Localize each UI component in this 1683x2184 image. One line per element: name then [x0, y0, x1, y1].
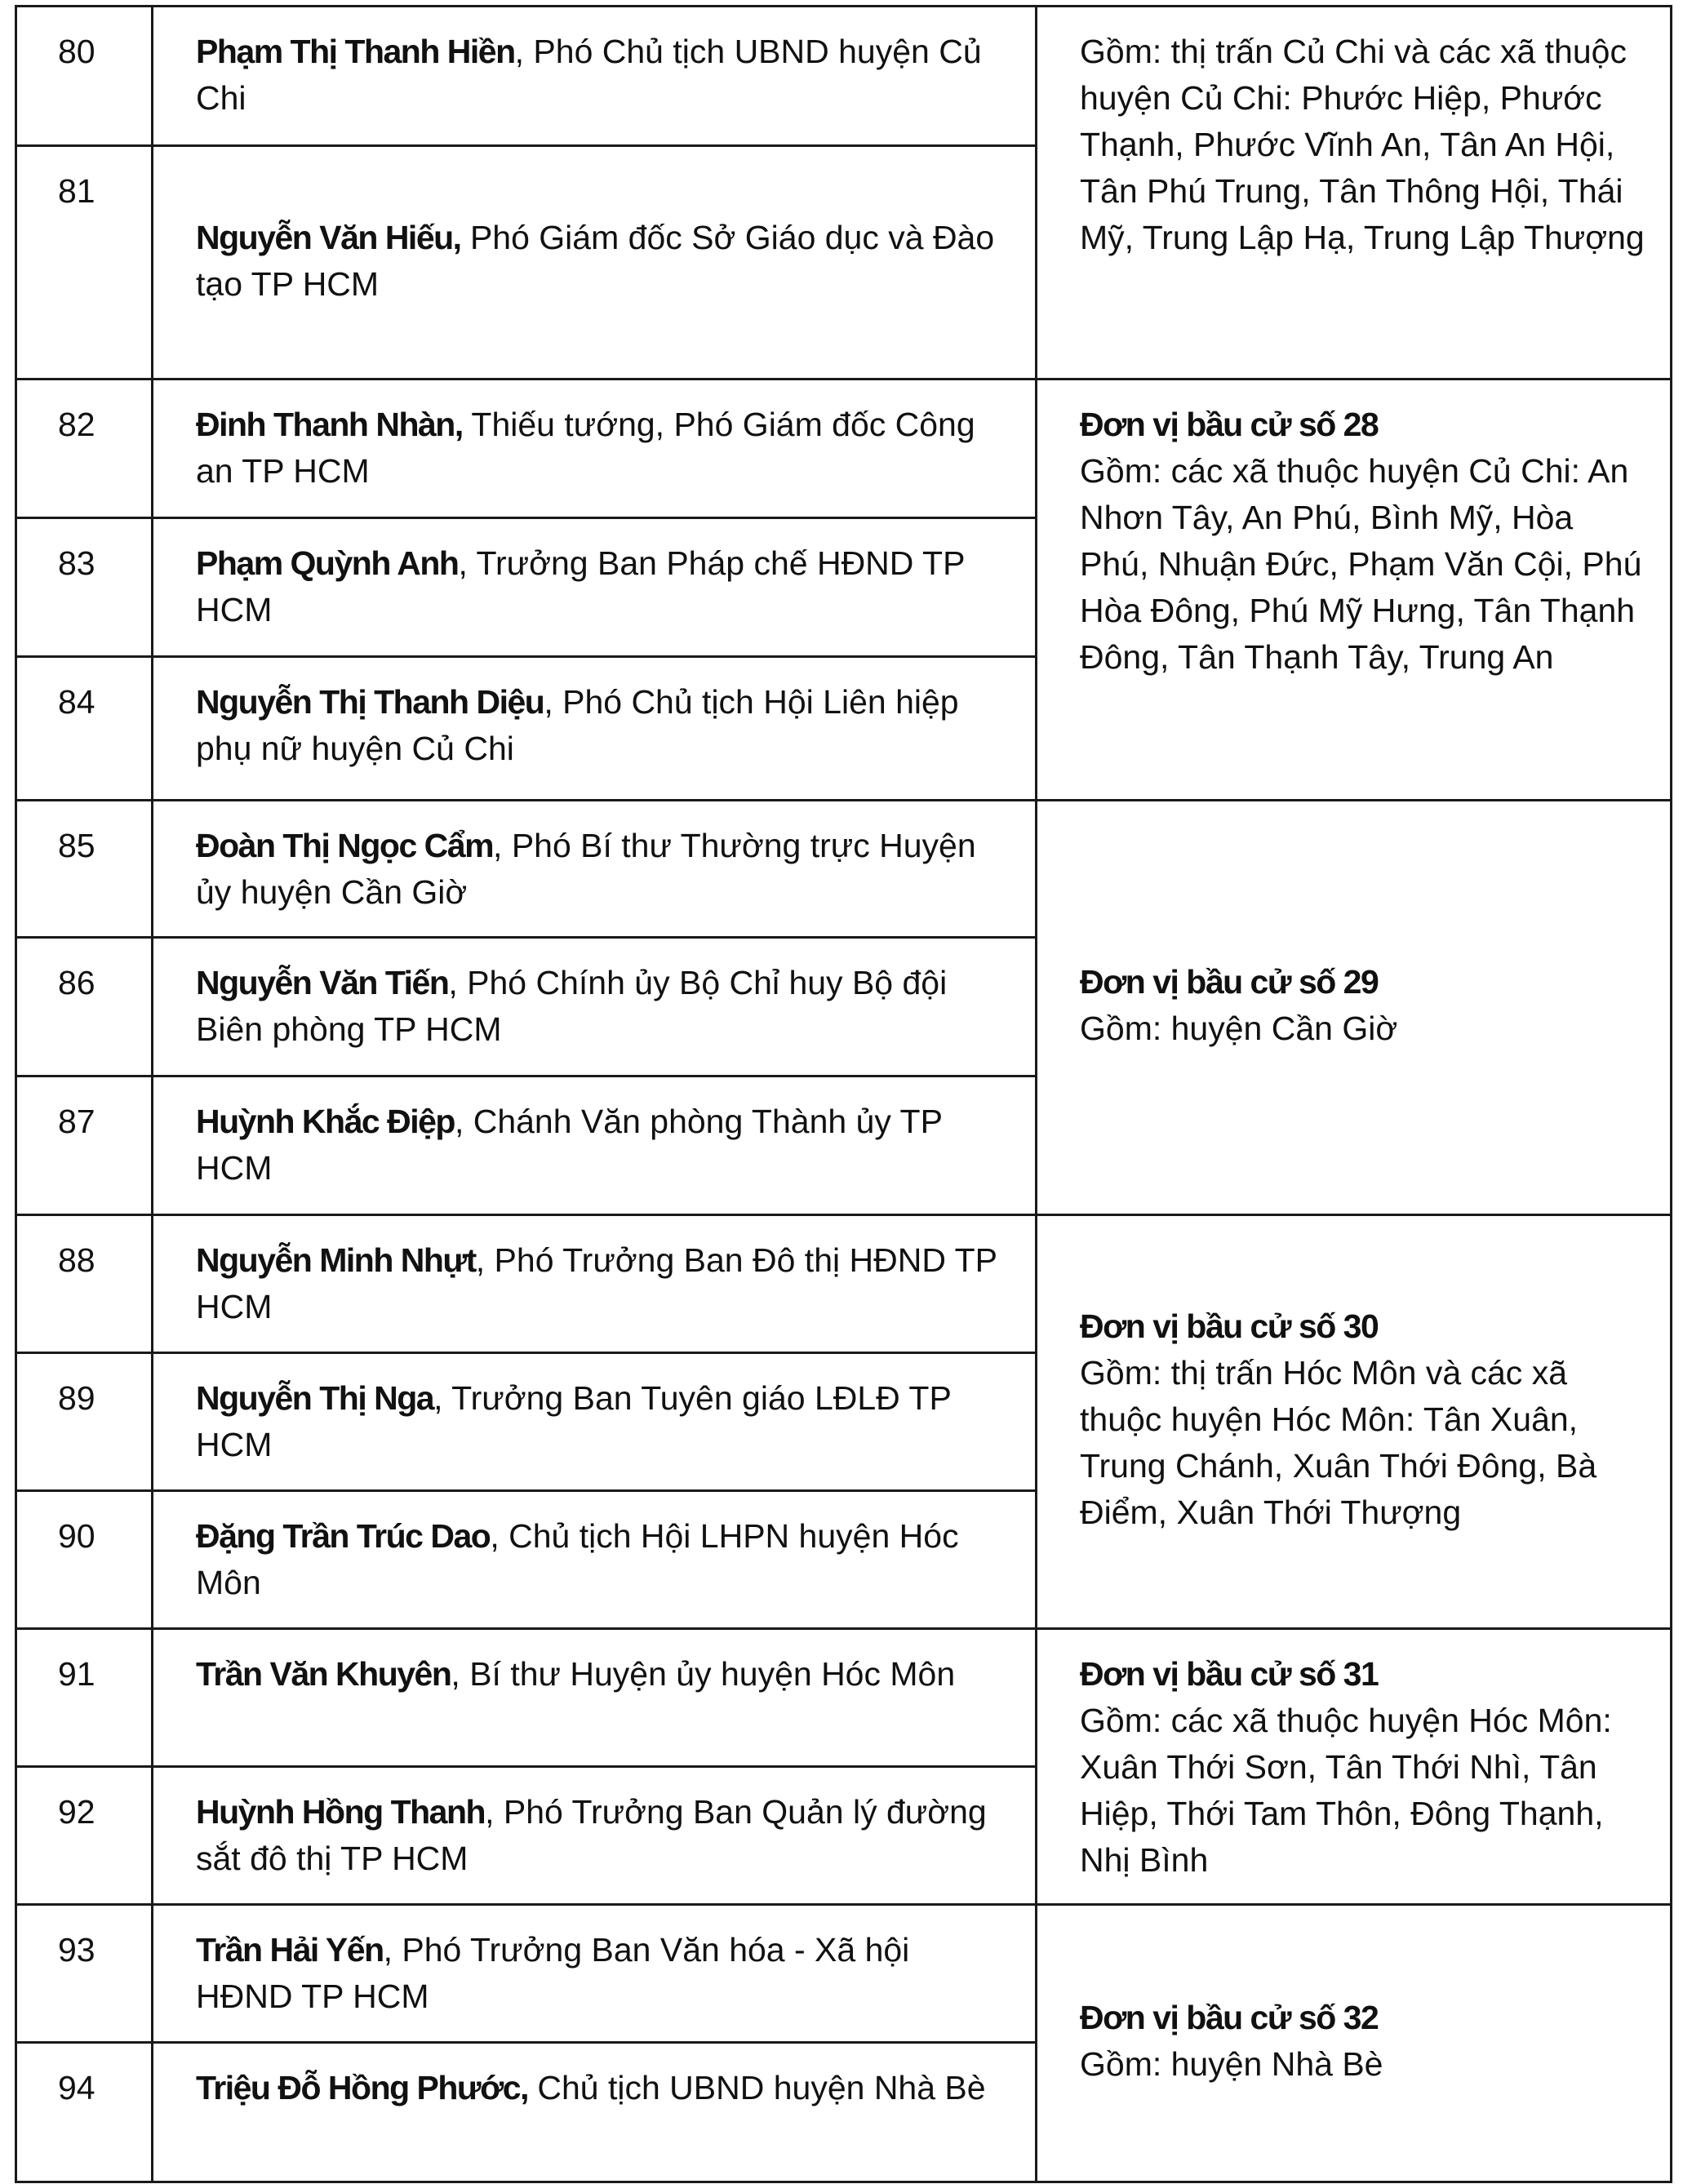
candidate-name: Huỳnh Hồng Thanh: [196, 1793, 486, 1831]
candidate-cell: [153, 1353, 1037, 1491]
candidate-cell: [153, 1076, 1037, 1215]
row-number: 86: [16, 938, 153, 1076]
candidate-role: , Phó Chủ tịch UBND huyện Củ Chi: [196, 33, 982, 117]
candidate-name: Đoàn Thị Ngọc Cẩm: [196, 827, 494, 864]
candidate-role: , Phó Chủ tịch Hội Liên hiệp phụ nữ huyện Củ Chi: [196, 683, 959, 767]
unit-description: Gồm: thị trấn Hóc Môn và các xã thuộc huyện Hóc Môn: Tân Xuân, Trung Chánh, Xuân Thới Đông, Bà Điểm, Xuân Thới Thượng: [1080, 1353, 1597, 1531]
candidate-role: , Trưởng Ban Tuyên giáo LĐLĐ TP HCM: [196, 1379, 952, 1463]
row-number: 84: [16, 657, 153, 801]
unit-title: Đơn vị bầu cử số 31: [1080, 1655, 1379, 1693]
table-row: [16, 1215, 1672, 1353]
row-number: 91: [16, 1629, 153, 1767]
candidate-name: Huỳnh Khắc Điệp: [196, 1103, 455, 1140]
candidate-role: , Chủ tịch Hội LHPN huyện Hóc Môn: [196, 1517, 959, 1601]
table-row: [16, 1629, 1672, 1767]
row-number: 85: [16, 801, 153, 938]
candidate-name: Nguyễn Thị Thanh Diệu: [196, 683, 544, 721]
candidate-cell: [153, 518, 1037, 657]
unit-description: Gồm: các xã thuộc huyện Hóc Môn: Xuân Thới Sơn, Tân Thới Nhì, Tân Hiệp, Thới Tam Thôn, Đông Thạnh, Nhị Bình: [1080, 1702, 1612, 1879]
candidate-name: Phạm Quỳnh Anh: [196, 544, 459, 582]
candidate-name: Đinh Thanh Nhàn,: [196, 406, 463, 443]
row-number: 92: [16, 1767, 153, 1905]
candidate-cell: [153, 7, 1037, 146]
row-number: 82: [16, 380, 153, 518]
candidate-name: Đặng Trần Trúc Dao: [196, 1517, 491, 1555]
unit-title: Đơn vị bầu cử số 28: [1080, 406, 1379, 443]
unit-description: Gồm: các xã thuộc huyện Củ Chi: An Nhơn Tây, An Phú, Bình Mỹ, Hòa Phú, Nhuận Đức, Phạm Văn Cội, Phú Hòa Đông, Phú Mỹ Hưng, Tân Thạnh Đông, Tân Thạnh Tây, Trung An: [1080, 452, 1642, 676]
candidate-role: , Phó Chính ủy Bộ Chỉ huy Bộ đội Biên phòng TP HCM: [196, 964, 948, 1048]
table-row: [16, 801, 1672, 938]
row-number: 80: [16, 7, 153, 146]
unit-description: Gồm: huyện Nhà Bè: [1080, 2044, 1383, 2083]
row-number: 93: [16, 1905, 153, 2043]
candidate-role: , Phó Trưởng Ban Đô thị HĐND TP HCM: [196, 1241, 997, 1325]
candidate-role: , Chánh Văn phòng Thành ủy TP HCM: [196, 1103, 943, 1187]
row-number: 94: [16, 2043, 153, 2182]
candidate-name: Nguyễn Văn Hiếu,: [196, 219, 461, 256]
electoral-unit-cell: [1037, 1215, 1672, 1629]
candidate-cell: [153, 1767, 1037, 1905]
candidate-role: , Bí thư Huyện ủy huyện Hóc Môn: [451, 1655, 956, 1693]
candidate-name: Nguyễn Thị Nga: [196, 1379, 434, 1417]
candidate-role: Chủ tịch UBND huyện Nhà Bè: [527, 2069, 986, 2106]
candidate-cell: [153, 938, 1037, 1076]
candidate-cell: [153, 1905, 1037, 2043]
unit-description: Gồm: thị trấn Củ Chi và các xã thuộc huyện Củ Chi: Phước Hiệp, Phước Thạnh, Phước Vĩnh An, Tân An Hội, Tân Phú Trung, Tân Thông Hội, Thái Mỹ, Trung Lập Hạ, Trung Lập Thượng: [1080, 33, 1645, 256]
table-row: [16, 380, 1672, 518]
candidate-name: Nguyễn Văn Tiến: [196, 964, 449, 1001]
unit-title: Đơn vị bầu cử số 32: [1080, 1998, 1379, 2036]
candidate-cell: [153, 2043, 1037, 2182]
candidate-name: Nguyễn Minh Nhựt: [196, 1241, 476, 1279]
row-number: 89: [16, 1353, 153, 1491]
candidate-name: Trần Hải Yến: [196, 1931, 384, 1969]
row-number: 90: [16, 1491, 153, 1629]
candidate-role: Phó Giám đốc Sở Giáo dục và Đào tạo TP HCM: [196, 219, 995, 303]
candidate-cell: [153, 380, 1037, 518]
candidate-role: Thiếu tướng, Phó Giám đốc Công an TP HCM: [196, 406, 975, 490]
candidate-cell: [153, 657, 1037, 801]
row-number: 87: [16, 1076, 153, 1215]
candidate-cell: [153, 1491, 1037, 1629]
candidate-role: , Phó Trưởng Ban Quản lý đường sắt đô thị TP HCM: [196, 1793, 987, 1877]
table-row: [16, 7, 1672, 146]
row-number: 88: [16, 1215, 153, 1353]
table-row: [16, 1905, 1672, 2043]
candidate-cell: [153, 1629, 1037, 1767]
candidate-name: Trần Văn Khuyên: [196, 1655, 451, 1693]
unit-title: Đơn vị bầu cử số 29: [1080, 962, 1379, 1001]
row-number: 83: [16, 518, 153, 657]
candidate-table: [15, 5, 1672, 2183]
candidate-name: Phạm Thị Thanh Hiền: [196, 33, 515, 70]
electoral-unit-cell: [1037, 380, 1672, 801]
electoral-unit-cell: [1037, 1629, 1672, 1905]
candidate-cell: [153, 801, 1037, 938]
candidate-role: , Phó Trưởng Ban Văn hóa - Xã hội HĐND TP HCM: [196, 1931, 910, 2015]
row-number: 81: [16, 146, 153, 380]
candidate-name: Triệu Đỗ Hồng Phước,: [196, 2069, 528, 2106]
candidate-cell: [153, 146, 1037, 380]
candidate-cell: [153, 1215, 1037, 1353]
unit-title: Đơn vị bầu cử số 30: [1080, 1307, 1379, 1345]
candidate-role: , Phó Bí thư Thường trực Huyện ủy huyện Cần Giờ: [196, 827, 976, 911]
electoral-unit-cell: [1037, 7, 1672, 380]
unit-description: Gồm: huyện Cần Giờ: [1080, 1009, 1398, 1047]
electoral-unit-cell: [1037, 1905, 1672, 2182]
electoral-unit-cell: [1037, 801, 1672, 1215]
candidate-role: , Trưởng Ban Pháp chế HĐND TP HCM: [196, 544, 965, 628]
